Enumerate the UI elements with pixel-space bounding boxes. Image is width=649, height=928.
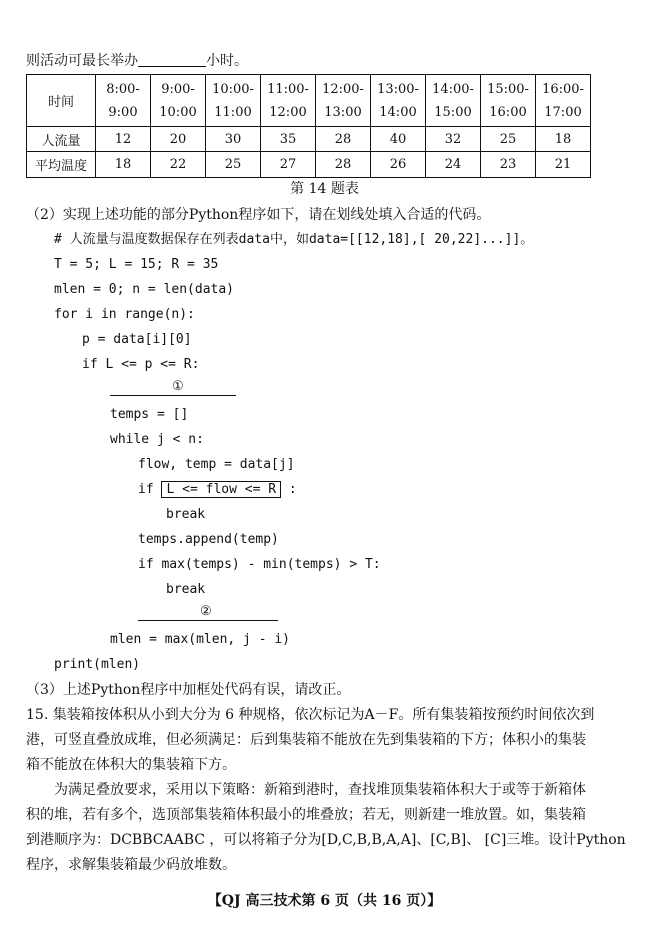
- table-cell: 20: [151, 127, 206, 152]
- table-cell-time: 9:00- 10:00: [151, 75, 206, 127]
- table-cell: 25: [481, 127, 536, 152]
- table-cell-time: 15:00- 16:00: [481, 75, 536, 127]
- blank-marker-1: ①: [172, 379, 184, 394]
- code-line: T = 5; L = 15; R = 35: [54, 257, 219, 272]
- table-cell: 30: [206, 127, 261, 152]
- q15-line: 箱不能放在体积大的集装箱下方。: [26, 757, 236, 773]
- blank-marker-2: ②: [200, 604, 212, 619]
- table-row-time: [27, 75, 591, 127]
- code-line: if max(temps) - min(temps) > T:: [138, 557, 381, 572]
- table-cell-time: 14:00- 15:00: [426, 75, 481, 127]
- table-header-flow: 人流量: [27, 127, 96, 152]
- table-cell: 28: [316, 152, 371, 178]
- table-cell-time: 10:00- 11:00: [206, 75, 261, 127]
- table-caption: 第 14 题表: [290, 181, 359, 197]
- table-cell: 35: [261, 127, 316, 152]
- answer-blank: [138, 52, 206, 67]
- data-table: [26, 74, 591, 178]
- code-line: break: [166, 507, 206, 522]
- table-cell: 12: [96, 127, 151, 152]
- table-cell-time: 16:00- 17:00: [536, 75, 591, 127]
- q15-line: 积的堆，若有多个，选顶部集装箱体积最小的堆叠放；若无，则新建一堆放置。如，集装箱: [26, 807, 586, 823]
- table-cell: 21: [536, 152, 591, 178]
- code-line: break: [166, 582, 206, 597]
- question-2: （2）实现上述功能的部分Python程序如下，请在划线处填入合适的代码。: [26, 207, 491, 223]
- table-cell: 26: [371, 152, 426, 178]
- code-line: print(mlen): [54, 657, 141, 672]
- code-line: temps.append(temp): [138, 532, 279, 547]
- question-3: （3）上述Python程序中加框处代码有误，请改正。: [26, 682, 351, 698]
- table-cell: 24: [426, 152, 481, 178]
- table-header-time: 时间: [27, 75, 96, 127]
- code-line: if L <= p <= R:: [82, 357, 200, 372]
- table-cell: 22: [151, 152, 206, 178]
- table-cell: 25: [206, 152, 261, 178]
- q15-line: 程序，求解集装箱最少码放堆数。: [26, 857, 236, 873]
- intro-line: [26, 52, 248, 70]
- code-line: flow, temp = data[j]: [138, 457, 295, 472]
- code-line: p = data[i][0]: [82, 332, 192, 347]
- code-line: mlen = 0; n = len(data): [54, 282, 235, 297]
- table-cell: 23: [481, 152, 536, 178]
- code-line: mlen = max(mlen, j - i): [110, 632, 291, 647]
- code-line: for i in range(n):: [54, 307, 195, 322]
- table-cell-time: 12:00- 13:00: [316, 75, 371, 127]
- table-cell: 40: [371, 127, 426, 152]
- table-cell: 18: [536, 127, 591, 152]
- table-header-temp: 平均温度: [27, 152, 96, 178]
- q15-line: 港，可竖直叠放成堆，但必须满足：后到集装箱不能放在先到集装箱的下方；体积小的集装: [26, 732, 586, 748]
- intro-text-after: 小时。: [206, 53, 248, 69]
- intro-text-before: 则活动可最长举办: [26, 53, 138, 69]
- code-line: temps = []: [110, 407, 189, 422]
- table-cell-time: 8:00- 9:00: [96, 75, 151, 127]
- table-cell: 18: [96, 152, 151, 178]
- q15-line: 为满足叠放要求，采用以下策略：新箱到港时，查找堆顶集装箱体积大于或等于新箱体: [54, 782, 586, 798]
- page-footer: 【QJ 高三技术第 6 页（共 16 页）】: [207, 893, 442, 909]
- table-row-flow: [27, 127, 591, 152]
- q15-line: 15. 集装箱按体积从小到大分为 6 种规格，依次标记为A－F。所有集装箱按预约时间依次到: [26, 707, 595, 723]
- code-line-boxed: if L <= flow <= R :: [138, 482, 297, 497]
- table-cell: 28: [316, 127, 371, 152]
- table-cell-time: 13:00- 14:00: [371, 75, 426, 127]
- q15-line: 到港顺序为：DCBBCAABC ，可以将箱子分为[D,C,B,B,A,A]、[C,B]、 [C]三堆。设计Python: [26, 832, 626, 848]
- table-row-temp: [27, 152, 591, 178]
- table-cell: 32: [426, 127, 481, 152]
- code-comment: # 人流量与温度数据保存在列表data中，如data=[[12,18],[ 20,22]...]]。: [54, 232, 534, 247]
- table-cell-time: 11:00- 12:00: [261, 75, 316, 127]
- error-box: L <= flow <= R: [161, 481, 281, 498]
- table-cell: 27: [261, 152, 316, 178]
- code-line: while j < n:: [110, 432, 204, 447]
